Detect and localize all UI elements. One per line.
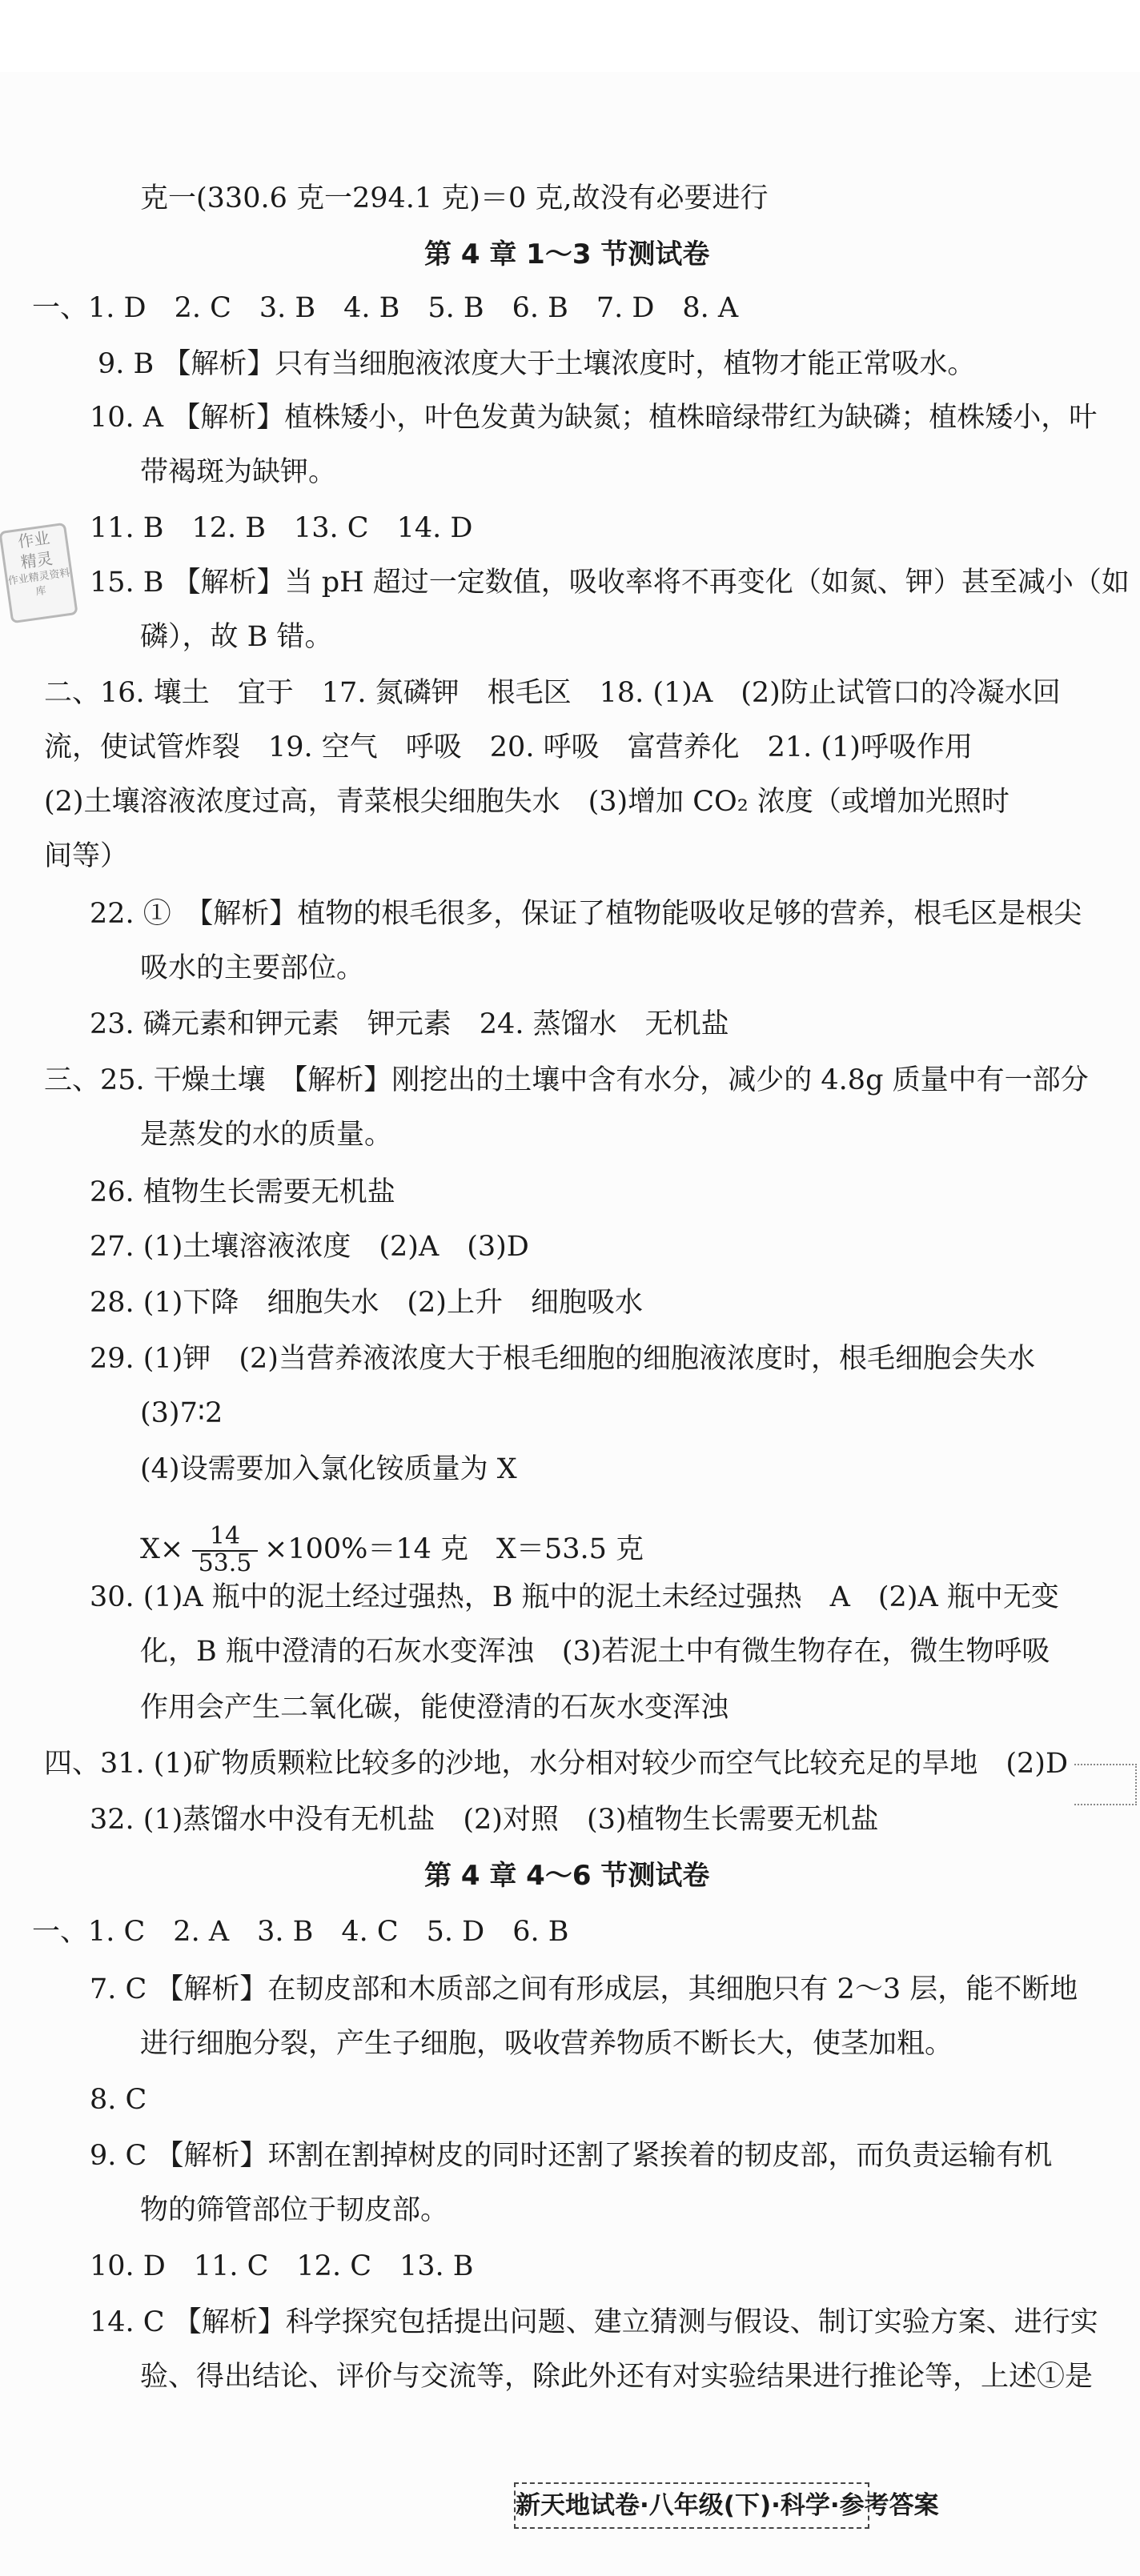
formula-prefix: X× bbox=[140, 1533, 184, 1565]
line-text: 三、25. 干燥土壤 【解析】刚挖出的土壤中含有水分，减少的 4.8g 质量中有一部分 bbox=[44, 1064, 1089, 1096]
line-text: (2)土壤溶液浓度过高，青菜根尖细胞失水 (3)增加 CO₂ 浓度（或增加光照时 bbox=[44, 786, 1010, 818]
line-text: 流，使试管炸裂 19. 空气 呼吸 20. 呼吸 富营养化 21. (1)呼吸作用 bbox=[44, 731, 973, 763]
answer-line bbox=[0, 1796, 1140, 1844]
line-text: 二、16. 壤土 宜于 17. 氮磷钾 根毛区 18. (1)A (2)防止试管口的冷凝水回 bbox=[44, 677, 1061, 709]
answer-line bbox=[0, 1573, 1140, 1621]
line-text: 14. C 【解析】科学探究包括提出问题、建立猜测与假设、制订实验方案、进行实 bbox=[90, 2306, 1098, 2338]
watermark-stamp bbox=[0, 523, 78, 624]
answer-line bbox=[0, 340, 1140, 388]
answer-line bbox=[0, 1965, 1140, 2013]
line-text: 物的筛管部位于韧皮部。 bbox=[140, 2194, 449, 2226]
dotted-border-fragment bbox=[1074, 1764, 1137, 1805]
formula-line bbox=[0, 1522, 1140, 1577]
line-text: 进行细胞分裂，产生子细胞，吸收营养物质不断长大，使茎加粗。 bbox=[140, 2028, 953, 2060]
line-text: 9. C 【解析】环割在割掉树皮的同时还割了紧挨着的韧皮部，而负责运输有机 bbox=[90, 2140, 1053, 2172]
answer-line bbox=[0, 1389, 1140, 1437]
line-text: 23. 磷元素和钾元素 钾元素 24. 蒸馏水 无机盐 bbox=[90, 1008, 729, 1040]
formula-fraction bbox=[189, 1522, 261, 1577]
answer-line bbox=[0, 1279, 1140, 1327]
answer-line bbox=[0, 778, 1140, 826]
formula-suffix: ×100%＝14 克 X＝53.5 克 bbox=[264, 1533, 644, 1565]
line-text: 四、31. (1)矿物质颗粒比较多的沙地，水分相对较少而空气比较充足的旱地 (2)D bbox=[44, 1748, 1069, 1780]
answer-line bbox=[0, 448, 1140, 496]
answer-line bbox=[0, 2298, 1140, 2346]
answer-line bbox=[0, 1335, 1140, 1383]
answer-line bbox=[0, 559, 1140, 607]
line-text: 化，B 瓶中澄清的石灰水变浑浊 (3)若泥土中有微生物存在，微生物呼吸 bbox=[140, 1636, 1050, 1668]
answer-line bbox=[0, 2242, 1140, 2290]
answer-line bbox=[0, 1908, 1140, 1956]
fraction-numerator: 14 bbox=[209, 1522, 241, 1550]
answer-line bbox=[0, 2076, 1140, 2124]
answer-line bbox=[0, 832, 1140, 880]
line-text: 28. (1)下降 细胞失水 (2)上升 细胞吸水 bbox=[90, 1287, 643, 1319]
line-text: 30. (1)A 瓶中的泥土经过强热，B 瓶中的泥土未经过强热 A (2)A 瓶中无变 bbox=[90, 1581, 1059, 1613]
line-text: 一、1. C 2. A 3. B 4. C 5. D 6. B bbox=[32, 1916, 569, 1948]
line-text: 10. A 【解析】植株矮小，叶色发黄为缺氮；植株暗绿带红为缺磷；植株矮小，叶 bbox=[90, 402, 1098, 434]
line-text: (4)设需要加入氯化铵质量为 X bbox=[140, 1453, 517, 1485]
answer-line bbox=[0, 504, 1140, 552]
line-text: (3)7∶2 bbox=[140, 1397, 223, 1429]
line-text: 27. (1)土壤溶液浓度 (2)A (3)D bbox=[90, 1231, 529, 1263]
line-text: 是蒸发的水的质量。 bbox=[140, 1119, 393, 1151]
top-margin bbox=[0, 0, 1140, 72]
answer-line bbox=[0, 1168, 1140, 1216]
answer-line bbox=[0, 174, 1140, 222]
line-text: 间等） bbox=[44, 840, 129, 872]
answer-line bbox=[0, 669, 1140, 717]
answer-line bbox=[0, 1056, 1140, 1104]
answer-line bbox=[0, 723, 1140, 771]
line-text: 验、得出结论、评价与交流等，除此外还有对实验结果进行推论等，上述①是 bbox=[140, 2361, 1094, 2393]
line-text: 磷），故 B 错。 bbox=[140, 621, 333, 653]
line-text: 10. D 11. C 12. C 13. B bbox=[90, 2250, 474, 2282]
answer-line bbox=[0, 394, 1140, 442]
line-text: 7. C 【解析】在韧皮部和木质部之间有形成层，其细胞只有 2～3 层，能不断地 bbox=[90, 1973, 1078, 2005]
line-text: 第 4 章 1～3 节测试卷 bbox=[424, 238, 710, 270]
page-footer: 新天地试卷·八年级(下)·科学·参考答案 bbox=[514, 2482, 869, 2529]
stamp-line-1: 作业 bbox=[16, 527, 51, 552]
line-text: 29. (1)钾 (2)当营养液浓度大于根毛细胞的细胞液浓度时，根毛细胞会失水 bbox=[90, 1343, 1035, 1375]
answer-line bbox=[0, 613, 1140, 661]
line-text: 吸水的主要部位。 bbox=[140, 952, 365, 984]
section-heading bbox=[0, 230, 1140, 278]
stamp-line-2: 精灵 bbox=[19, 548, 54, 572]
line-text: 带褐斑为缺钾。 bbox=[140, 456, 337, 488]
answer-line bbox=[0, 1445, 1140, 1493]
answer-line bbox=[0, 2186, 1140, 2234]
answer-line bbox=[0, 2132, 1140, 2180]
line-text: 11. B 12. B 13. C 14. D bbox=[90, 512, 473, 544]
answer-line bbox=[0, 2353, 1140, 2401]
stamp-line-3: 作业精灵资料库 bbox=[7, 567, 71, 599]
fraction-denominator: 53.5 bbox=[198, 1549, 252, 1577]
answer-line bbox=[0, 1684, 1140, 1732]
answer-line bbox=[0, 1628, 1140, 1676]
line-text: 32. (1)蒸馏水中没有无机盐 (2)对照 (3)植物生长需要无机盐 bbox=[90, 1804, 879, 1836]
line-text: 作用会产生二氧化碳，能使澄清的石灰水变浑浊 bbox=[140, 1692, 729, 1724]
line-text: 一、1. D 2. C 3. B 4. B 5. B 6. B 7. D 8. A bbox=[32, 292, 739, 324]
answer-line bbox=[0, 1223, 1140, 1271]
answer-line bbox=[0, 284, 1140, 332]
section-heading bbox=[0, 1852, 1140, 1900]
answer-line bbox=[0, 1111, 1140, 1159]
answer-line bbox=[0, 944, 1140, 992]
line-text: 22. ① 【解析】植物的根毛很多，保证了植物能吸收足够的营养，根毛区是根尖 bbox=[90, 898, 1082, 930]
answer-line bbox=[0, 1000, 1140, 1048]
line-text: 第 4 章 4～6 节测试卷 bbox=[424, 1860, 710, 1892]
answer-line bbox=[0, 1740, 1140, 1788]
line-text: 克一(330.6 克一294.1 克)＝0 克,故没有必要进行 bbox=[140, 182, 769, 214]
line-text: 26. 植物生长需要无机盐 bbox=[90, 1176, 395, 1208]
answer-line bbox=[0, 890, 1140, 938]
line-text: 9. B 【解析】只有当细胞液浓度大于土壤浓度时，植物才能正常吸水。 bbox=[98, 348, 976, 380]
line-text: 15. B 【解析】当 pH 超过一定数值，吸收率将不再变化（如氮、钾）甚至减小（如 bbox=[90, 567, 1130, 599]
line-text: 8. C bbox=[90, 2084, 147, 2116]
answer-line bbox=[0, 2020, 1140, 2068]
